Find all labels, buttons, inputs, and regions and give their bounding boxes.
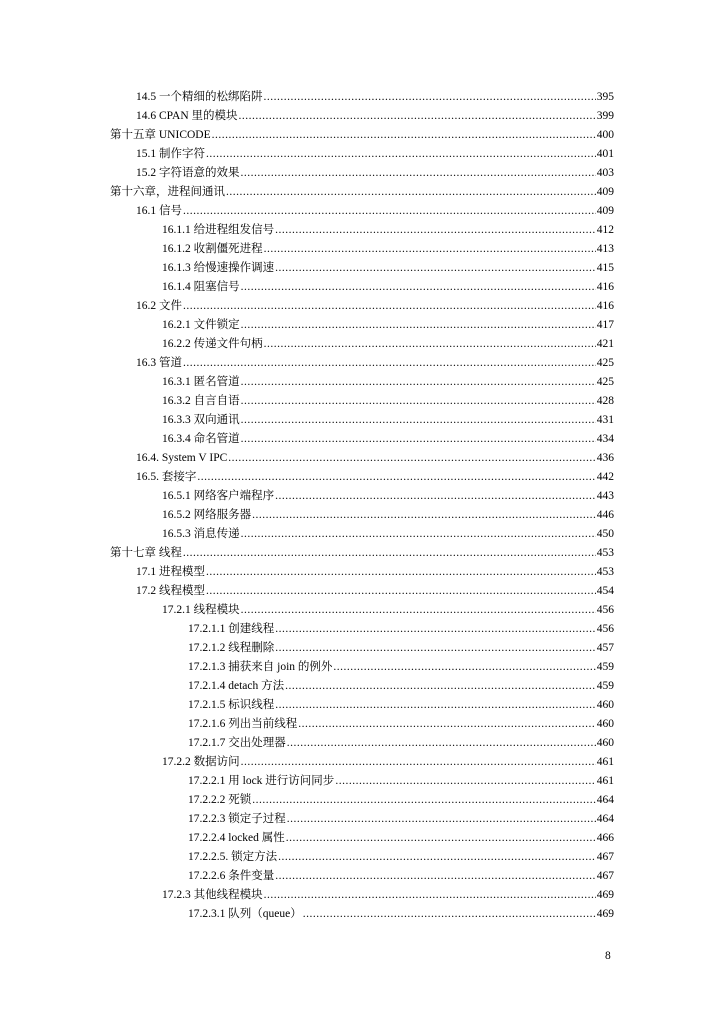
- dot-leader: [285, 677, 596, 696]
- dot-leader: [264, 886, 596, 905]
- dot-leader: [197, 468, 595, 487]
- toc-entry-page: 412: [596, 224, 614, 236]
- toc-entry-page: 453: [596, 566, 614, 578]
- toc-entry[interactable]: [162, 886, 614, 905]
- dot-leader: [226, 183, 596, 202]
- toc-entry-page: 469: [596, 908, 614, 920]
- toc-entry-title: 16.1.1 给进程组发信号: [162, 224, 275, 236]
- toc-entry[interactable]: [110, 183, 614, 202]
- toc-entry[interactable]: [162, 221, 614, 240]
- dot-leader: [206, 563, 596, 582]
- toc-entry[interactable]: [188, 715, 614, 734]
- dot-leader: [241, 316, 596, 335]
- toc-entry[interactable]: [188, 620, 614, 639]
- toc-entry-title: 17.2.2.3 锁定子过程: [188, 813, 286, 825]
- dot-leader: [241, 525, 596, 544]
- toc-entry-title: 16.5.3 消息传递: [162, 528, 240, 540]
- toc-entry-title: 16.4. System V IPC: [136, 452, 228, 464]
- toc-entry[interactable]: [136, 164, 614, 183]
- toc-entry[interactable]: [162, 506, 614, 525]
- toc-entry[interactable]: [136, 202, 614, 221]
- toc-entry-page: 459: [596, 661, 614, 673]
- toc-entry-page: 403: [596, 167, 614, 179]
- toc-entry-title: 17.2.2.1 用 lock 进行访问同步: [188, 775, 335, 787]
- toc-entry[interactable]: [110, 126, 614, 145]
- toc-entry[interactable]: [188, 696, 614, 715]
- toc-entry-title: 17.2.2.6 条件变量: [188, 870, 275, 882]
- dot-leader: [183, 297, 596, 316]
- dot-leader: [241, 753, 596, 772]
- toc-entry-page: 428: [596, 395, 614, 407]
- toc-entry[interactable]: [162, 430, 614, 449]
- toc-entry-title: 16.1.4 阻塞信号: [162, 281, 240, 293]
- dot-leader: [333, 658, 595, 677]
- toc-entry-page: 467: [596, 851, 614, 863]
- dot-leader: [241, 164, 596, 183]
- toc-entry-title: 14.6 CPAN 里的模块: [136, 110, 238, 122]
- dot-leader: [287, 810, 596, 829]
- dot-leader: [241, 601, 596, 620]
- dot-leader: [287, 734, 596, 753]
- toc-entry[interactable]: [188, 734, 614, 753]
- dot-leader: [275, 696, 596, 715]
- toc-entry[interactable]: [162, 240, 614, 259]
- dot-leader: [241, 392, 596, 411]
- toc-entry-title: 17.2.2.5. 锁定方法: [188, 851, 278, 863]
- dot-leader: [275, 259, 596, 278]
- toc-entry[interactable]: [162, 278, 614, 297]
- toc-entry-title: 15.1 制作字符: [136, 148, 205, 160]
- dot-leader: [252, 791, 596, 810]
- toc-entry-page: 416: [596, 300, 614, 312]
- toc-entry[interactable]: [136, 88, 614, 107]
- toc-entry[interactable]: [188, 810, 614, 829]
- toc-entry-page: 425: [596, 357, 614, 369]
- toc-entry-page: 456: [596, 623, 614, 635]
- toc-entry-page: 415: [596, 262, 614, 274]
- toc-entry-title: 17.2.1.3 捕获来自 join 的例外: [188, 661, 333, 673]
- toc-entry-page: 464: [596, 813, 614, 825]
- toc-entry-title: 第十六章，进程间通讯: [110, 186, 225, 198]
- dot-leader: [241, 278, 596, 297]
- toc-entry-page: 456: [596, 604, 614, 616]
- toc-entry[interactable]: [188, 791, 614, 810]
- dot-leader: [212, 126, 596, 145]
- toc-entry[interactable]: [162, 335, 614, 354]
- toc-entry-page: 460: [596, 699, 614, 711]
- toc-entry-page: 413: [596, 243, 614, 255]
- toc-entry-title: 16.3.1 匿名管道: [162, 376, 240, 388]
- toc-entry-page: 400: [596, 129, 614, 141]
- toc-entry-title: 15.2 字符语意的效果: [136, 167, 240, 179]
- toc-entry-page: 416: [596, 281, 614, 293]
- toc-entry[interactable]: [188, 848, 614, 867]
- toc-entry[interactable]: [136, 468, 614, 487]
- toc-entry-page: 464: [596, 794, 614, 806]
- toc-entry[interactable]: [162, 411, 614, 430]
- toc-entry-page: 457: [596, 642, 614, 654]
- toc-entry-title: 17.2.1.1 创建线程: [188, 623, 275, 635]
- toc-entry[interactable]: [162, 316, 614, 335]
- toc-entry-title: 16.5.1 网络客户端程序: [162, 490, 275, 502]
- toc-entry-title: 16.2.1 文件锁定: [162, 319, 240, 331]
- toc-entry-title: 16.1.3 给慢速操作调速: [162, 262, 275, 274]
- toc-entry-page: 469: [596, 889, 614, 901]
- dot-leader: [264, 88, 596, 107]
- toc-entry-title: 16.5.2 网络服务器: [162, 509, 252, 521]
- toc-entry-page: 434: [596, 433, 614, 445]
- toc-entry-page: 461: [596, 775, 614, 787]
- dot-leader: [298, 715, 596, 734]
- toc-entry-page: 461: [596, 756, 614, 768]
- toc-entry-page: 442: [596, 471, 614, 483]
- toc-entry-title: 16.3.2 自言自语: [162, 395, 240, 407]
- toc-entry-page: 401: [596, 148, 614, 160]
- toc-entry[interactable]: [162, 392, 614, 411]
- toc-entry-title: 17.2.1.7 交出处理器: [188, 737, 286, 749]
- toc-entry[interactable]: [188, 677, 614, 696]
- toc-entry-page: 421: [596, 338, 614, 350]
- toc-entry-page: 460: [596, 737, 614, 749]
- toc-entry-page: 409: [596, 186, 614, 198]
- toc-entry[interactable]: [188, 658, 614, 677]
- dot-leader: [264, 240, 596, 259]
- toc-entry[interactable]: [162, 601, 614, 620]
- toc-entry[interactable]: [162, 525, 614, 544]
- toc-entry-page: 459: [596, 680, 614, 692]
- toc-entry-title: 17.2.1.2 线程删除: [188, 642, 275, 654]
- dot-leader: [241, 430, 596, 449]
- toc-entry-page: 453: [596, 547, 614, 559]
- dot-leader: [252, 506, 596, 525]
- table-of-contents: [0, 88, 724, 924]
- dot-leader: [241, 373, 596, 392]
- toc-entry[interactable]: [136, 145, 614, 164]
- toc-entry-page: 460: [596, 718, 614, 730]
- toc-entry-page: 467: [596, 870, 614, 882]
- toc-entry-title: 16.5. 套接字: [136, 471, 197, 483]
- toc-entry[interactable]: [188, 905, 614, 924]
- toc-entry-title: 第十七章 线程: [110, 547, 182, 559]
- toc-entry-page: 417: [596, 319, 614, 331]
- dot-leader: [183, 544, 596, 563]
- toc-entry-title: 16.1 信号: [136, 205, 182, 217]
- dot-leader: [275, 639, 596, 658]
- dot-leader: [239, 107, 596, 126]
- dot-leader: [303, 905, 596, 924]
- toc-entry-page: 446: [596, 509, 614, 521]
- dot-leader: [275, 620, 596, 639]
- dot-leader: [335, 772, 595, 791]
- toc-entry-page: 395: [596, 91, 614, 103]
- dot-leader: [228, 449, 595, 468]
- page-number: 8: [605, 950, 611, 962]
- toc-entry-title: 17.2.1.5 标识线程: [188, 699, 275, 711]
- toc-entry-title: 16.1.2 收割僵死进程: [162, 243, 263, 255]
- toc-entry[interactable]: [136, 449, 614, 468]
- toc-entry-title: 16.3.4 命名管道: [162, 433, 240, 445]
- toc-entry[interactable]: [188, 867, 614, 886]
- toc-entry-title: 16.2.2 传递文件句柄: [162, 338, 263, 350]
- toc-entry[interactable]: [136, 582, 614, 601]
- toc-entry[interactable]: [162, 373, 614, 392]
- toc-entry[interactable]: [162, 259, 614, 278]
- toc-entry-page: 454: [596, 585, 614, 597]
- toc-entry-title: 17.2.2.2 死锁: [188, 794, 252, 806]
- toc-entry[interactable]: [188, 639, 614, 658]
- dot-leader: [241, 411, 596, 430]
- toc-entry-title: 16.3.3 双向通讯: [162, 414, 240, 426]
- toc-entry[interactable]: [136, 563, 614, 582]
- dot-leader: [275, 867, 596, 886]
- toc-entry[interactable]: [136, 107, 614, 126]
- toc-entry[interactable]: [188, 829, 614, 848]
- toc-list: [0, 88, 614, 924]
- toc-entry-title: 17.2.1 线程模块: [162, 604, 240, 616]
- dot-leader: [206, 582, 596, 601]
- dot-leader: [286, 829, 596, 848]
- toc-entry[interactable]: [162, 487, 614, 506]
- toc-entry-title: 17.2 线程模型: [136, 585, 205, 597]
- toc-entry-title: 14.5 一个精细的松绑陷阱: [136, 91, 263, 103]
- toc-entry-title: 16.2 文件: [136, 300, 182, 312]
- toc-entry-page: 466: [596, 832, 614, 844]
- toc-entry[interactable]: [110, 544, 614, 563]
- toc-entry-title: 16.3 管道: [136, 357, 182, 369]
- dot-leader: [278, 848, 596, 867]
- toc-entry-title: 17.2.2.4 locked 属性: [188, 832, 285, 844]
- toc-entry-page: 431: [596, 414, 614, 426]
- dot-leader: [275, 221, 596, 240]
- dot-leader: [183, 202, 596, 221]
- toc-entry-page: 409: [596, 205, 614, 217]
- toc-entry[interactable]: [162, 753, 614, 772]
- toc-entry[interactable]: [136, 354, 614, 373]
- toc-entry-title: 17.1 进程模型: [136, 566, 205, 578]
- toc-entry-title: 17.2.3.1 队列（queue）: [188, 908, 302, 920]
- toc-entry[interactable]: [188, 772, 614, 791]
- toc-entry-title: 17.2.1.4 detach 方法: [188, 680, 285, 692]
- toc-entry-page: 450: [596, 528, 614, 540]
- toc-entry-page: 399: [596, 110, 614, 122]
- toc-entry-page: 443: [596, 490, 614, 502]
- toc-entry-title: 第十五章 UNICODE: [110, 129, 211, 141]
- toc-entry-title: 17.2.1.6 列出当前线程: [188, 718, 298, 730]
- dot-leader: [264, 335, 596, 354]
- dot-leader: [275, 487, 596, 506]
- toc-entry-title: 17.2.3 其他线程模块: [162, 889, 263, 901]
- dot-leader: [206, 145, 596, 164]
- toc-entry-title: 17.2.2 数据访问: [162, 756, 240, 768]
- toc-entry-page: 425: [596, 376, 614, 388]
- dot-leader: [183, 354, 596, 373]
- toc-entry[interactable]: [136, 297, 614, 316]
- toc-entry-page: 436: [596, 452, 614, 464]
